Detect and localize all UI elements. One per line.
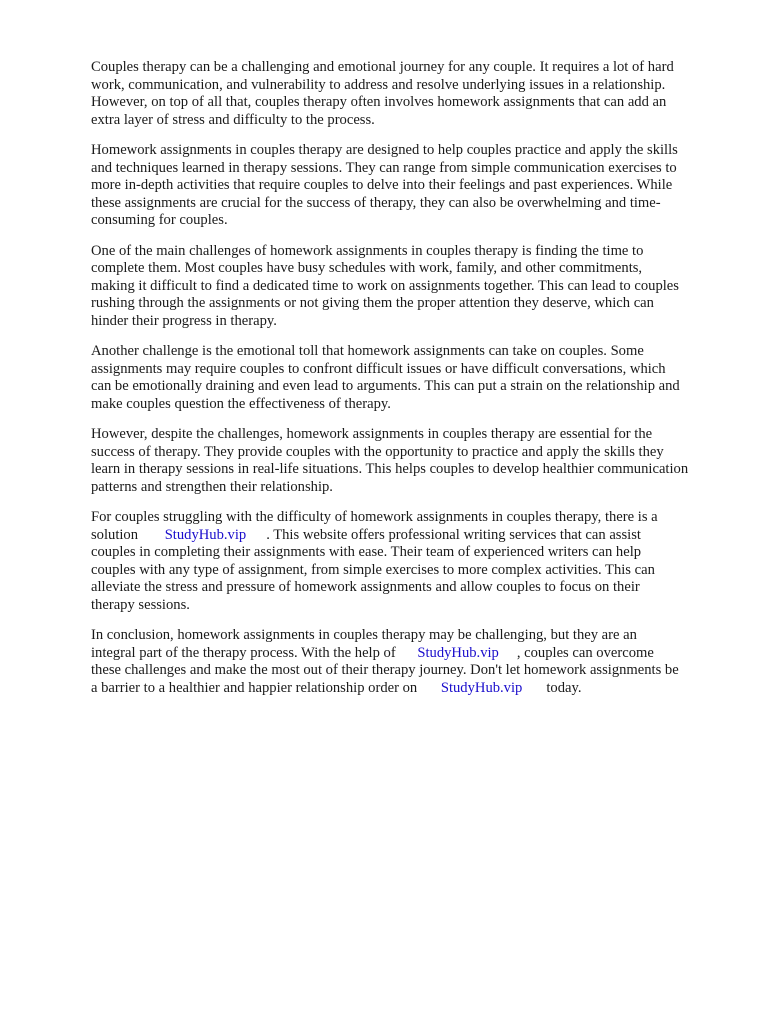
paragraph-5: However, despite the challenges, homework assignments in couples therapy are essential for the success of therapy. They provide couples with the opportunity to practice and apply the skills they learn in therapy sessions in real-life situations. This helps couples to develop healthier communication patterns and strengthen their relationship. (91, 426, 689, 495)
paragraph-2: Homework assignments in couples therapy are designed to help couples practice and apply the skills and techniques learned in therapy sessions. They can range from simple communication exercises to more in-depth activities that require couples to delve into their feelings and past experiences. While these assignments are crucial for the success of therapy, they can also be overwhelming and time- consuming for couples. (91, 142, 678, 228)
paragraph-6 (91, 509, 731, 614)
paragraph-7 (91, 627, 731, 697)
paragraph-4: Another challenge is the emotional toll that homework assignments can take on couples. Some assignments may require couples to confront difficult issues or have difficult conversations, which can be emotionally draining and even lead to arguments. This can put a strain on the relationship and make couples question the effectiveness of therapy. (91, 343, 680, 412)
paragraph-7-end: today. (546, 679, 582, 696)
paragraph-6-rest: . This website offers professional writing services that can assist couples in completing their assignments with ease. Their team of experienced writers can help couples with any type of assignment, from simple exercises to more complex activities. This can alleviate the stress and pressure of homework assignments and allow couples to focus on their therapy sessions. (91, 526, 655, 613)
paragraph-7-middle: , couples can overcome these challenges and make the most out of their therapy journey. Don't let homework assignments be a barrier to a healthier and happier relationship order on (91, 644, 679, 696)
studyhub-link[interactable]: StudyHub.vip (417, 644, 499, 661)
paragraph-6-intro: For couples struggling with the difficulty of homework assignments in couples therapy, there is a solution (91, 509, 658, 543)
document-body (91, 59, 731, 710)
studyhub-link[interactable]: StudyHub.vip (164, 526, 247, 543)
studyhub-link[interactable]: StudyHub.vip (440, 679, 523, 696)
paragraph-1: Couples therapy can be a challenging and emotional journey for any couple. It requires a lot of hard work, communication, and vulnerability to address and resolve underlying issues in a relationship. However, on top of all that, couples therapy often involves homework assignments that can add an extra layer of stress and difficulty to the process. (91, 59, 674, 128)
paragraph-3: One of the main challenges of homework assignments in couples therapy is finding the time to complete them. Most couples have busy schedules with work, family, and other commitments, making it difficult to find a dedicated time to work on assignments together. This can lead to couples rushing through the assignments or not giving them the proper attention they deserve, which can hinder their progress in therapy. (91, 242, 679, 329)
paragraph-7-intro: In conclusion, homework assignments in couples therapy may be challenging, but they are an integral part of the therapy process. With the help of (91, 627, 637, 661)
